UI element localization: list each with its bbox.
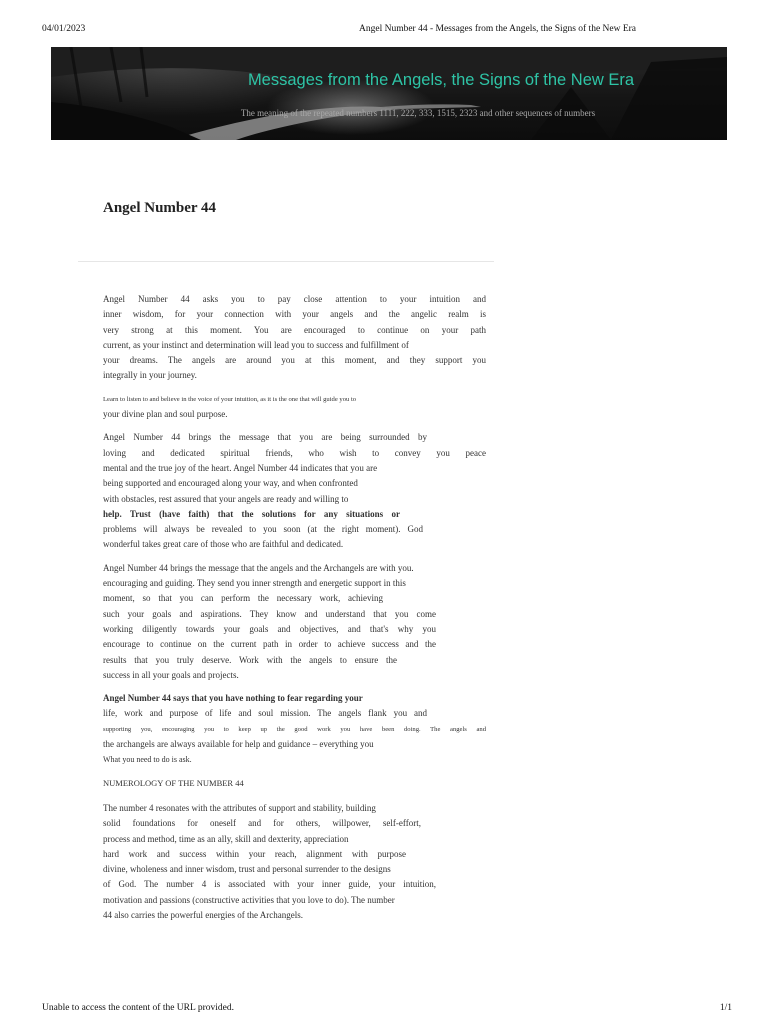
text-line: being supported and encouraged along your way, and when confronted (103, 478, 358, 489)
text-line: wonderful takes great care of those who are faithful and dedicated. (103, 539, 344, 550)
text-line: process and method, time as an ally, skill and dexterity, appreciation (103, 833, 349, 844)
text-line: loving and dedicated spiritual friends, who wish to convey you peace (103, 447, 486, 458)
text-line-bold: Angel Number 44 says that you have nothing to fear regarding your (103, 693, 363, 704)
text-line: the archangels are always available for help and guidance – everything you (103, 739, 374, 750)
text-line: Angel Number 44 brings the message that the angels and the Archangels are with you. (103, 562, 414, 573)
paragraph-archangels (103, 561, 486, 683)
text-line: 44 also carries the powerful energies of the Archangels. (103, 909, 304, 920)
post-title: Angel Number 44 (103, 200, 217, 216)
paragraph-spiritual-friends (103, 430, 486, 552)
text-line: supporting you, encouraging you to keep up the good work you have been doing. The angels and (103, 725, 486, 733)
print-page-title: Angel Number 44 - Messages from the Angels, the Signs of the New Era (359, 24, 637, 34)
title-divider (78, 261, 494, 262)
text-line: working diligently towards your goals and objectives, and that's why you (103, 623, 436, 634)
site-title[interactable]: Messages from the Angels, the Signs of the New Era (247, 71, 635, 89)
text-line: your dreams. The angels are around you at this moment, and they support you (103, 355, 486, 366)
paragraph-nothing-to-fear (103, 691, 486, 767)
text-line: encourage to continue on the current path in order to achieve success and the (103, 639, 436, 650)
road-background-image (51, 47, 727, 140)
text-line: Angel Number 44 asks you to pay close attention to your intuition and (103, 294, 486, 304)
paragraph-number-4 (103, 801, 486, 923)
text-line: hard work and success within your reach, alignment with purpose (103, 848, 406, 859)
text-line: mental and the true joy of the heart. Angel Number 44 indicates that you are (103, 462, 378, 473)
text-line: with obstacles, rest assured that your angels are ready and willing to (103, 493, 349, 504)
text-line: moment, so that you can perform the necessary work, achieving (103, 593, 383, 604)
print-date: 04/01/2023 (42, 24, 86, 34)
text-line: life, work and purpose of life and soul mission. The angels flank you and (103, 708, 427, 719)
text-line: integrally in your journey. (103, 370, 197, 381)
text-line: inner wisdom, for your connection with your angels and the angelic realm is (103, 309, 486, 320)
numerology-heading: NUMEROLOGY OF THE NUMBER 44 (103, 777, 244, 788)
section-heading-numerology (103, 776, 486, 791)
page-number: 1/1 (719, 1003, 732, 1013)
site-tagline: The meaning of the repeated numbers 1111, 222, 333, 1515, 2323 and other sequences of numbers (240, 108, 596, 118)
text-line: Learn to listen to and believe in the voice of your intuition, as it is the one that will guide you to (103, 395, 357, 403)
text-line: Angel Number 44 brings the message that you are being surrounded by (103, 432, 427, 443)
text-line-bold: help. Trust (have faith) that the solutions for any situations or (103, 508, 400, 519)
text-line: of God. The number 4 is associated with your inner guide, your intuition, (103, 879, 436, 890)
text-line: your divine plan and soul purpose. (103, 409, 228, 420)
text-line: results that you truly deserve. Work with the angels to ensure the (103, 654, 397, 665)
text-line: The number 4 resonates with the attributes of support and stability, building (103, 802, 376, 813)
print-header (42, 24, 728, 38)
print-footer (42, 1003, 732, 1017)
text-line: success in all your goals and projects. (103, 669, 239, 680)
text-line: What you need to do is ask. (103, 755, 192, 765)
text-line: divine, wholeness and inner wisdom, trust and personal surrender to the designs (103, 864, 391, 875)
text-line: solid foundations for oneself and for others, willpower, self-effort, (103, 818, 421, 829)
text-line: such your goals and aspirations. They know and understand that you come (103, 608, 436, 619)
paragraph-intro (103, 292, 486, 384)
post-content (103, 292, 486, 931)
text-line: very strong at this moment. You are encouraged to continue on your path (103, 324, 486, 335)
text-line: current, as your instinct and determination will lead you to success and fulfillment of (103, 339, 409, 350)
site-header-banner (51, 47, 727, 140)
text-line: motivation and passions (constructive activities that you love to do). The number (103, 894, 395, 905)
paragraph-intuition (103, 392, 486, 423)
text-line: problems will always be revealed to you soon (at the right moment). God (103, 524, 423, 535)
footer-message: Unable to access the content of the URL provided. (42, 1003, 234, 1013)
text-line: encouraging and guiding. They send you inner strength and energetic support in this (103, 578, 406, 589)
